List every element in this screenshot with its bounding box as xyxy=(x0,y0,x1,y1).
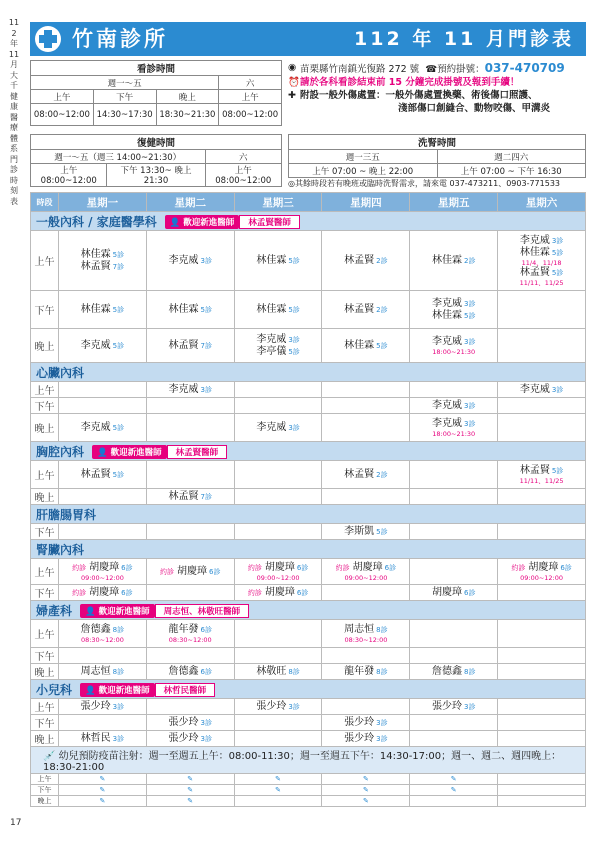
welcome-badge: 👤 歡迎新進醫師 xyxy=(165,215,240,229)
header-wed: 星期三 xyxy=(234,193,322,212)
cell xyxy=(322,489,410,505)
cell xyxy=(146,648,234,664)
slot-label: 上午 xyxy=(31,461,59,489)
cell: 詹德鑫 6診 xyxy=(146,664,234,680)
cell: 林佳霖 5診 xyxy=(59,291,147,329)
dialysis-group: 週二四六 xyxy=(437,150,586,164)
cell: 李克威 3診 xyxy=(146,382,234,398)
slot-label: 上午 xyxy=(31,699,59,715)
sidebar-title: 112年11月 大千健康醫療體系 門診時刻表 xyxy=(8,18,20,206)
checkup-hours-title: 復健時間 xyxy=(31,135,282,150)
warning-text: 請於各科看診結束前 15 分鐘完成掛號及報到手續！ xyxy=(300,77,520,88)
cell: 林孟賢 5診 xyxy=(59,461,147,489)
consult-time: 08:00~12:00 xyxy=(31,104,94,126)
cell: 周志恒 8診 xyxy=(59,664,147,680)
cell xyxy=(498,664,586,680)
cell: 林佳霖 2診 xyxy=(410,231,498,291)
consult-time: 08:00~12:00 xyxy=(219,104,282,126)
consult-col: 下午 xyxy=(93,90,156,104)
cell: 張少玲 3診 xyxy=(59,699,147,715)
header-mon: 星期一 xyxy=(59,193,147,212)
cell xyxy=(498,774,586,785)
cell: 林孟賢 2診 xyxy=(322,231,410,291)
schedule xyxy=(30,192,586,807)
slot-label: 下午 xyxy=(31,785,59,796)
cell: 李克威 3診 18:00~21:30 xyxy=(410,414,498,442)
cell: 龍年發 8診 xyxy=(322,664,410,680)
cell xyxy=(234,382,322,398)
new-doctor-badge: 林孟賢醫師 xyxy=(239,215,300,229)
slot-label: 下午 xyxy=(31,524,59,540)
cell xyxy=(498,398,586,414)
phone-icon: ☎ xyxy=(425,64,438,75)
pen-icon: ✎ xyxy=(234,785,322,796)
cell: 林孟賢 2診 xyxy=(322,461,410,489)
cell xyxy=(59,398,147,414)
cell: 林孟賢 5診 11/11、11/25 xyxy=(498,461,586,489)
cell: 林哲民 3診 xyxy=(59,731,147,747)
cell xyxy=(322,648,410,664)
cell xyxy=(498,731,586,747)
cell xyxy=(322,398,410,414)
cell xyxy=(234,398,322,414)
cell xyxy=(498,414,586,442)
cell xyxy=(146,398,234,414)
cell: 詹德鑫 8診 08:30~12:00 xyxy=(59,620,147,648)
pen-icon: ✎ xyxy=(146,796,234,807)
cell: 約診 胡慶璋 6診 xyxy=(59,585,147,601)
checkup-group: 六 xyxy=(205,150,282,164)
cell xyxy=(59,524,147,540)
cell xyxy=(234,489,322,505)
cell xyxy=(498,620,586,648)
slot-label: 晚上 xyxy=(31,489,59,505)
cell xyxy=(498,329,586,363)
address-text: 苗栗縣竹南鎮光復路 272 號 xyxy=(300,64,420,75)
extra-service-2: 淺部傷口創縫合、動物咬傷、甲溝炎 xyxy=(398,103,551,114)
cell xyxy=(59,715,147,731)
cell xyxy=(410,461,498,489)
section-obgyn: 婦產科 👤 歡迎新進醫師 周志恒、林敬旺醫師 xyxy=(31,601,586,620)
month-title: 112 年 11 月門診表 xyxy=(354,28,574,50)
pen-icon: ✎ xyxy=(59,774,147,785)
cell xyxy=(234,731,322,747)
hours-info xyxy=(30,60,586,192)
slot-label: 下午 xyxy=(31,291,59,329)
extra-service-1: 附設一般外傷處置：一般外傷處置換藥、術後傷口照護、 xyxy=(300,90,538,101)
clinic-name: 竹南診所 xyxy=(72,27,168,51)
cell xyxy=(498,648,586,664)
cell xyxy=(322,585,410,601)
section-chest: 胸腔內科 👤 歡迎新進醫師 林孟賢醫師 xyxy=(31,442,586,461)
location-pin-icon: ◉ xyxy=(288,62,297,73)
cell: 約診 胡慶璋 6診 09:00~12:00 xyxy=(498,559,586,585)
checkup-time: 上午 08:00~12:00 xyxy=(205,164,282,187)
dialysis-note: ◎其餘時段若有晚班或臨時洗腎需求，請來電 037-473211、0903-771533 xyxy=(288,179,561,188)
pen-icon: ✎ xyxy=(146,785,234,796)
cell: 林敬旺 8診 xyxy=(234,664,322,680)
cell: 李克威 3診 林佳霖 5診 xyxy=(410,291,498,329)
cell xyxy=(234,461,322,489)
header-thu: 星期四 xyxy=(322,193,410,212)
cell xyxy=(498,796,586,807)
cell: 李克威 3診 18:00~21:30 xyxy=(410,329,498,363)
phone-label: 預約掛號： xyxy=(437,64,485,75)
cell: 張少玲 3診 xyxy=(146,715,234,731)
cell xyxy=(498,699,586,715)
cell xyxy=(410,715,498,731)
slot-label: 上午 xyxy=(31,620,59,648)
slot-label: 晚上 xyxy=(31,329,59,363)
checkup-hours-table xyxy=(30,134,282,187)
pen-icon: ✎ xyxy=(322,774,410,785)
dialysis-time: 上午 07:00 ~ 晚上 22:00 xyxy=(289,164,438,178)
consult-time: 14:30~17:30 xyxy=(93,104,156,126)
header-fri: 星期五 xyxy=(410,193,498,212)
cell xyxy=(146,414,234,442)
pen-icon: ✎ xyxy=(322,785,410,796)
cell xyxy=(410,559,498,585)
cell xyxy=(322,382,410,398)
pen-icon: ✎ xyxy=(234,774,322,785)
cell xyxy=(498,585,586,601)
pen-icon: ✎ xyxy=(59,796,147,807)
clinic-logo-icon xyxy=(34,25,62,53)
slot-label: 下午 xyxy=(31,715,59,731)
consult-group-weekday: 週一～五 xyxy=(31,76,219,90)
cell xyxy=(59,489,147,505)
cell xyxy=(234,524,322,540)
address-block xyxy=(288,62,588,116)
section-general xyxy=(31,212,586,231)
welcome-badge: 👤 歡迎新進醫師 xyxy=(80,683,155,697)
page-number: 17 xyxy=(10,818,22,828)
consult-time: 18:30~21:30 xyxy=(156,104,219,126)
new-doctor-badge: 林孟賢醫師 xyxy=(167,445,228,459)
slot-label: 上午 xyxy=(31,231,59,291)
slot-label: 下午 xyxy=(31,648,59,664)
cell xyxy=(410,796,498,807)
section-heart: 心臟內科 xyxy=(31,363,586,382)
slot-label: 晚上 xyxy=(31,664,59,680)
consult-col: 晚上 xyxy=(156,90,219,104)
slot-label: 上午 xyxy=(31,774,59,785)
dialysis-time: 上午 07:00 ~ 下午 16:30 xyxy=(437,164,586,178)
header-sat: 星期六 xyxy=(498,193,586,212)
syringe-icon: 💉 xyxy=(43,751,56,762)
cell: 林孟賢 2診 xyxy=(322,291,410,329)
cell: 林孟賢 7診 xyxy=(146,329,234,363)
cell: 李克威 3診 xyxy=(234,414,322,442)
consult-col: 上午 xyxy=(219,90,282,104)
sidebar xyxy=(0,0,28,843)
cell: 約診 胡慶璋 6診 09:00~12:00 xyxy=(234,559,322,585)
slot-label: 下午 xyxy=(31,398,59,414)
dialysis-hours-table xyxy=(288,134,586,178)
cell xyxy=(234,796,322,807)
checkup-time: 上午 08:00~12:00 xyxy=(31,164,107,187)
section-title: 一般內科 / 家庭醫學科 xyxy=(36,214,157,229)
slot-label: 晚上 xyxy=(31,731,59,747)
new-doctor-badge: 林哲民醫師 xyxy=(155,683,216,697)
cell: 林佳霖 5診 林孟賢 7診 xyxy=(59,231,147,291)
cell: 周志恒 8診 08:30~12:00 xyxy=(322,620,410,648)
cell xyxy=(498,524,586,540)
phone-number[interactable]: 037-470709 xyxy=(484,61,565,75)
cell xyxy=(146,461,234,489)
cell: 張少玲 3診 xyxy=(322,731,410,747)
slot-label: 下午 xyxy=(31,585,59,601)
pen-icon: ✎ xyxy=(410,785,498,796)
header-tue: 星期二 xyxy=(146,193,234,212)
cell: 約診 胡慶璋 6診 09:00~12:00 xyxy=(322,559,410,585)
consult-hours-table xyxy=(30,60,282,126)
cell: 張少玲 3診 xyxy=(410,699,498,715)
cell xyxy=(498,715,586,731)
cell: 林佳霖 5診 xyxy=(322,329,410,363)
cell xyxy=(322,414,410,442)
checkup-group: 週一～五（週三 14:00~21:30） xyxy=(31,150,206,164)
cell: 約診 胡慶璋 6診 xyxy=(234,585,322,601)
cell: 林佳霖 5診 xyxy=(146,291,234,329)
header-slot: 時段 xyxy=(31,193,59,212)
cell: 胡慶璋 6診 xyxy=(410,585,498,601)
cell xyxy=(498,291,586,329)
section-peds: 小兒科 👤 歡迎新進醫師 林哲民醫師 xyxy=(31,680,586,699)
cell: 張少玲 3診 xyxy=(234,699,322,715)
cell xyxy=(146,524,234,540)
cell xyxy=(410,382,498,398)
new-doctor-badge: 周志恒、林敬旺醫師 xyxy=(155,604,250,618)
cell: 李克威 3診 李亭儀 5診 xyxy=(234,329,322,363)
section-gastro: 肝膽腸胃科 xyxy=(31,505,586,524)
checkup-time: 下午 13:30~ 晚上 21:30 xyxy=(107,164,205,187)
cell: 李克威 5診 xyxy=(59,329,147,363)
pen-icon: ✎ xyxy=(410,774,498,785)
cell xyxy=(234,715,322,731)
cell xyxy=(410,731,498,747)
cell xyxy=(498,785,586,796)
cell xyxy=(410,489,498,505)
header-bar xyxy=(30,22,586,56)
consult-hours-title: 看診時間 xyxy=(31,61,282,76)
cell: 張少玲 3診 xyxy=(322,715,410,731)
plus-icon: ✚ xyxy=(288,90,296,101)
cell: 約診 胡慶璋 6診 xyxy=(146,559,234,585)
cell: 約診 胡慶璋 6診 09:00~12:00 xyxy=(59,559,147,585)
cell: 李克威 3診 xyxy=(146,231,234,291)
pen-icon: ✎ xyxy=(59,785,147,796)
cell xyxy=(146,699,234,715)
pen-icon: ✎ xyxy=(146,774,234,785)
slot-label: 上午 xyxy=(31,382,59,398)
cell xyxy=(59,648,147,664)
cell: 李克威 3診 林佳霖 5診 11/4、11/18 林孟賢 5診 11/11、11/25 xyxy=(498,231,586,291)
dialysis-hours-title: 洗腎時間 xyxy=(289,135,586,150)
cell xyxy=(498,489,586,505)
cell xyxy=(322,699,410,715)
welcome-badge: 👤 歡迎新進醫師 xyxy=(80,604,155,618)
welcome-badge: 👤 歡迎新進醫師 xyxy=(92,445,167,459)
dialysis-group: 週一三五 xyxy=(289,150,438,164)
schedule-table xyxy=(30,192,586,807)
section-kidney: 腎臟內科 xyxy=(31,540,586,559)
slot-label: 晚上 xyxy=(31,796,59,807)
slot-label: 晚上 xyxy=(31,414,59,442)
cell xyxy=(410,620,498,648)
consult-col: 上午 xyxy=(31,90,94,104)
vaccine-info: 💉 幼兒預防疫苗注射：週一至週五上午：08:00-11:30；週一至週五下午：14:30-17:00；週一、週二、週四晚上：18:30-21:00 xyxy=(31,747,586,774)
cell: 張少玲 3診 xyxy=(146,731,234,747)
cell: 李克威 3診 xyxy=(498,382,586,398)
cell xyxy=(59,382,147,398)
alarm-icon: ⏰ xyxy=(288,77,300,88)
pen-icon: ✎ xyxy=(322,796,410,807)
cell xyxy=(234,648,322,664)
cell: 林孟賢 7診 xyxy=(146,489,234,505)
cell: 詹德鑫 8診 xyxy=(410,664,498,680)
cell: 李克威 3診 xyxy=(410,398,498,414)
cell: 李克威 5診 xyxy=(59,414,147,442)
cell xyxy=(410,648,498,664)
cell: 林佳霖 5診 xyxy=(234,291,322,329)
cell xyxy=(234,620,322,648)
cell xyxy=(410,524,498,540)
slot-label: 上午 xyxy=(31,559,59,585)
cell xyxy=(146,585,234,601)
consult-group-sat: 六 xyxy=(219,76,282,90)
cell: 龍年發 6診 08:30~12:00 xyxy=(146,620,234,648)
cell: 李斯凱 5診 xyxy=(322,524,410,540)
cell: 林佳霖 5診 xyxy=(234,231,322,291)
